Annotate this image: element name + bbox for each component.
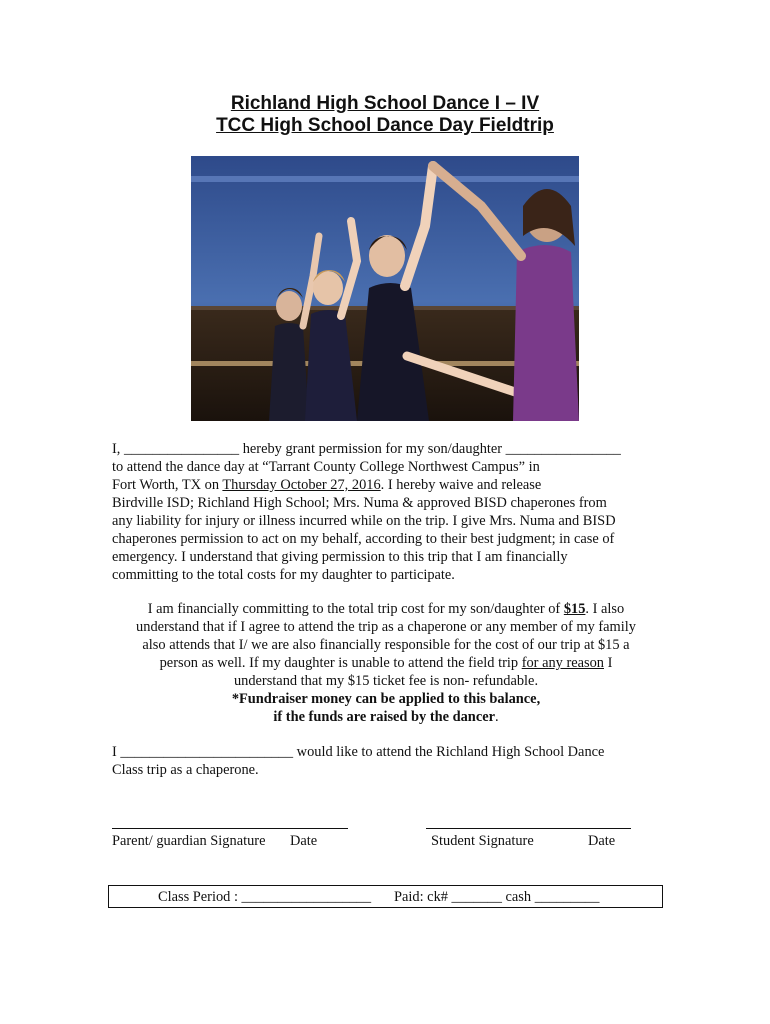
chaperone-paragraph xyxy=(112,743,672,779)
financial-line xyxy=(100,600,672,618)
fundraiser-text: . xyxy=(494,709,499,725)
permission-text: Fort Worth, TX on xyxy=(112,477,223,493)
dancers-photo xyxy=(191,156,579,421)
financial-line: understand that my $15 ticket fee is non- refundable. xyxy=(233,673,539,689)
document-subtitle: TCC High School Dance Day Fieldtrip xyxy=(216,115,554,136)
trip-date: Thursday October 27, 2016 xyxy=(222,477,381,493)
any-reason-text: for any reason xyxy=(521,655,604,671)
chaperone-line: Class trip as a chaperone. xyxy=(112,762,259,778)
trip-cost: $15 xyxy=(563,601,586,617)
student-signature-label: Student Signature xyxy=(431,833,534,849)
parent-signature-line[interactable] xyxy=(112,828,348,829)
document-title: Richland High School Dance I – IV xyxy=(230,93,540,114)
parent-signature-label: Parent/ guardian Signature xyxy=(112,833,266,849)
financial-text: I xyxy=(604,655,613,671)
financial-text: . I also xyxy=(585,601,625,617)
class-period-field[interactable]: Class Period : __________________ xyxy=(158,889,372,905)
office-use-box xyxy=(108,885,663,908)
permission-line: any liability for injury or illness incurred while on the trip. I give Mrs. Numa and BISD xyxy=(112,513,616,529)
student-signature-line[interactable] xyxy=(426,828,631,829)
financial-paragraph xyxy=(100,600,672,726)
permission-line: emergency. I understand that giving permission to this trip that I am financially xyxy=(112,549,568,565)
permission-line: I, ________________ hereby grant permission for my son/daughter ________________ xyxy=(112,441,621,457)
permission-line: to attend the dance day at “Tarrant County College Northwest Campus” in xyxy=(112,459,540,475)
permission-paragraph xyxy=(112,440,672,584)
fundraiser-text: if the funds are raised by the dancer xyxy=(273,709,495,725)
financial-text: person as well. If my daughter is unable to attend the field trip xyxy=(159,655,522,671)
permission-line: chaperones permission to act on my behalf, according to their best judgment; in case of xyxy=(112,531,615,547)
financial-line: understand that if I agree to attend the trip as a chaperone or any member of my family xyxy=(136,619,636,635)
financial-text: I am financially committing to the total trip cost for my son/daughter of xyxy=(147,601,564,617)
parent-date-label: Date xyxy=(290,833,318,849)
fundraiser-note: *Fundraiser money can be applied to this balance, xyxy=(231,691,541,707)
chaperone-line: I ________________________ would like to attend the Richland High School Dance xyxy=(112,744,605,760)
permission-line: committing to the total costs for my daughter to participate. xyxy=(112,567,455,583)
financial-line: also attends that I/ we are also financially responsible for the cost of our trip at $15 a xyxy=(142,637,630,653)
financial-line xyxy=(100,654,672,672)
payment-field[interactable]: Paid: ck# _______ cash _________ xyxy=(394,889,600,905)
permission-line xyxy=(112,476,672,494)
permission-line: Birdville ISD; Richland High School; Mrs. Numa & approved BISD chaperones from xyxy=(112,495,607,511)
permission-text: . I hereby waive and release xyxy=(380,477,542,493)
fundraiser-note xyxy=(100,708,672,726)
student-date-label: Date xyxy=(588,833,616,849)
